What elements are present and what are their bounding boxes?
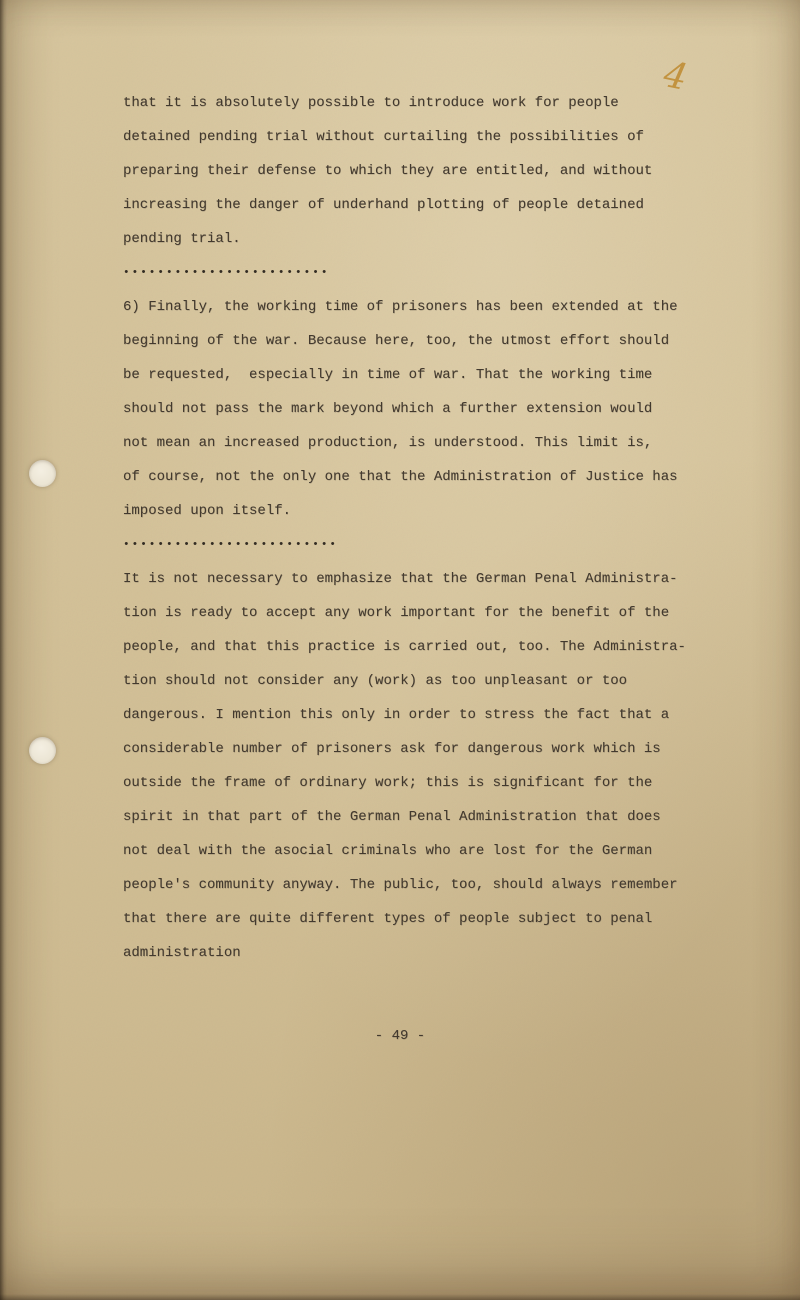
paragraph bbox=[123, 290, 723, 528]
typewritten-text bbox=[123, 86, 723, 970]
text-line: tion should not consider any (work) as too unpleasant or too bbox=[123, 673, 628, 689]
hole-punch-bottom bbox=[29, 737, 56, 764]
text-line: administration bbox=[123, 945, 241, 961]
text-line: people, and that this practice is carried out, too. The Administra- bbox=[123, 639, 686, 655]
text-line: should not pass the mark beyond which a further extension would bbox=[123, 401, 653, 417]
text-line: not deal with the asocial criminals who are lost for the German bbox=[123, 843, 653, 859]
text-line: spirit in that part of the German Penal Administration that does bbox=[123, 809, 661, 825]
text-line: beginning of the war. Because here, too, the utmost effort should bbox=[123, 333, 670, 349]
dotted-separator: ••••••••••••••••••••••••• bbox=[123, 539, 339, 551]
paragraph bbox=[123, 562, 723, 970]
text-line: imposed upon itself. bbox=[123, 503, 292, 519]
page-number: - 49 - bbox=[374, 1028, 426, 1044]
text-line: of course, not the only one that the Administration of Justice has bbox=[123, 469, 678, 485]
dotted-separator: •••••••••••••••••••••••• bbox=[123, 267, 330, 279]
text-line: 6) Finally, the working time of prisoners has been extended at the bbox=[123, 299, 678, 315]
text-line: people's community anyway. The public, too, should always remember bbox=[123, 877, 678, 893]
text-line: increasing the danger of underhand plotting of people detained bbox=[123, 197, 644, 213]
scan-edge-shadow bbox=[0, 0, 7, 1300]
text-line: outside the frame of ordinary work; this is significant for the bbox=[123, 775, 653, 791]
text-line: be requested, especially in time of war. That the working time bbox=[123, 367, 653, 383]
text-line: that it is absolutely possible to introduce work for people bbox=[123, 95, 619, 111]
text-line: considerable number of prisoners ask for dangerous work which is bbox=[123, 741, 661, 757]
text-line: not mean an increased production, is understood. This limit is, bbox=[123, 435, 653, 451]
text-line: detained pending trial without curtailing the possibilities of bbox=[123, 129, 644, 145]
text-line: It is not necessary to emphasize that the German Penal Administra- bbox=[123, 571, 678, 587]
text-line: pending trial. bbox=[123, 231, 241, 247]
text-line: preparing their defense to which they are entitled, and without bbox=[123, 163, 653, 179]
text-line: tion is ready to accept any work important for the benefit of the bbox=[123, 605, 670, 621]
text-line: that there are quite different types of people subject to penal bbox=[123, 911, 653, 927]
paragraph bbox=[123, 86, 723, 256]
text-line: dangerous. I mention this only in order to stress the fact that a bbox=[123, 707, 670, 723]
handwritten-page-mark: 4 bbox=[659, 54, 691, 99]
scan-edge-shadow-bottom bbox=[0, 1294, 800, 1300]
hole-punch-top bbox=[29, 460, 56, 487]
